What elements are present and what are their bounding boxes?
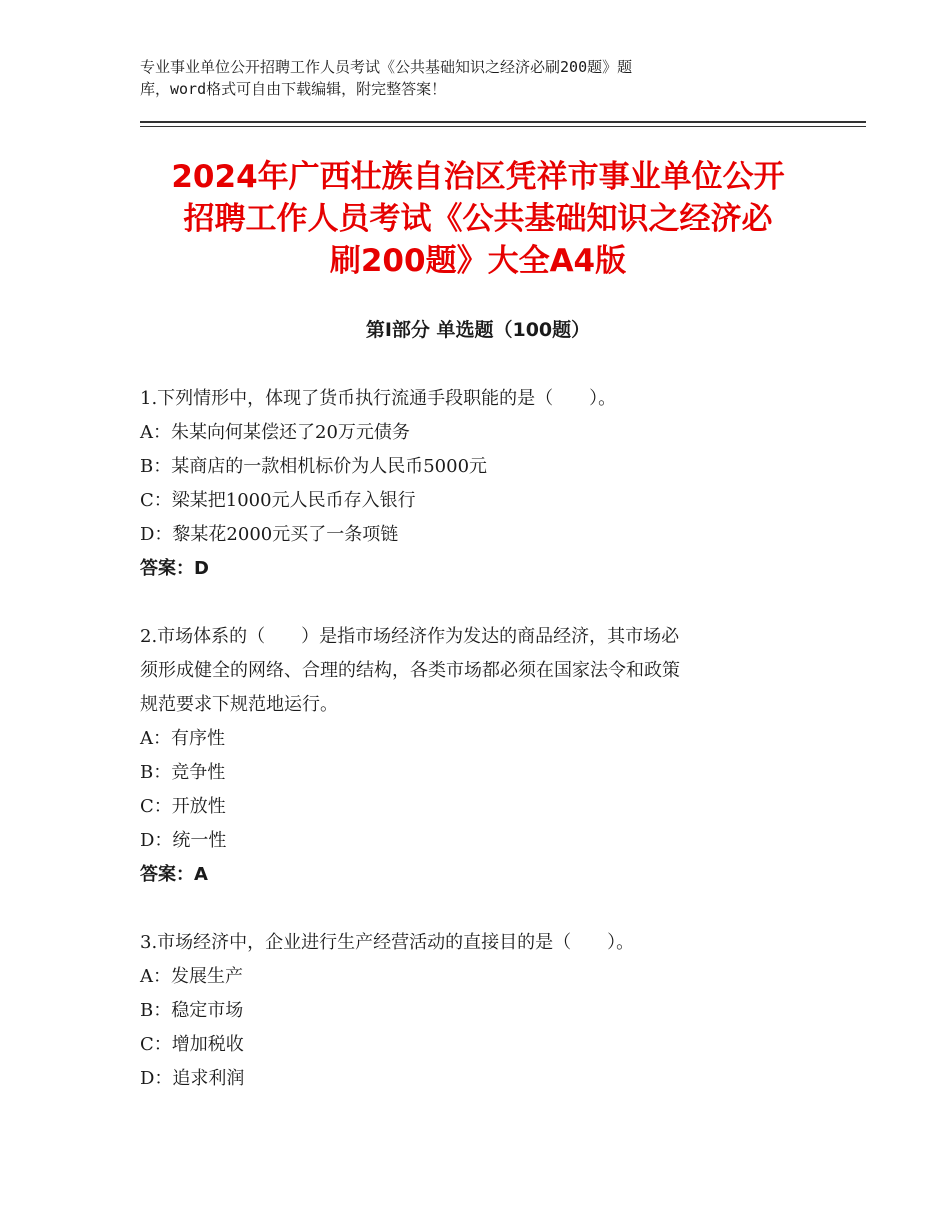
question-2-stem-line-2: 须形成健全的网络、合理的结构，各类市场都必须在国家法令和政策 (140, 660, 680, 681)
header-rule-thin (140, 126, 866, 127)
question-2-option-d: D：统一性 (140, 830, 227, 851)
spacer (140, 892, 800, 926)
spacer (140, 586, 800, 620)
question-1-option-b: B：某商店的一款相机标价为人民币5000元 (140, 456, 488, 477)
question-1 (140, 382, 800, 586)
question-3-option-b: B：稳定市场 (140, 1000, 244, 1021)
title-line-2: 招聘工作人员考试《公共基础知识之经济必 (183, 201, 773, 237)
question-2-option-a: A：有序性 (140, 728, 225, 749)
header-line-2: 库，word格式可自由下载编辑，附完整答案！ (140, 80, 447, 98)
question-2-option-c: C：开放性 (140, 796, 226, 817)
question-2-option-b: B：竞争性 (140, 762, 226, 783)
question-1-stem: 1.下列情形中，体现了货币执行流通手段职能的是（ ）。 (140, 388, 617, 409)
page-header (140, 56, 780, 100)
question-list (140, 382, 800, 1096)
section-title: 第Ⅰ部分 单选题（100题） (365, 319, 591, 341)
question-3-stem: 3.市场经济中，企业进行生产经营活动的直接目的是（ ）。 (140, 932, 635, 953)
question-3-option-d: D：追求利润 (140, 1068, 245, 1089)
title-line-1: 2024年广西壮族自治区凭祥市事业单位公开 (171, 159, 785, 195)
question-3-option-a: A：发展生产 (140, 966, 243, 987)
question-1-option-c: C：梁某把1000元人民币存入银行 (140, 490, 416, 511)
question-2-stem-line-1: 2.市场体系的（ ）是指市场经济作为发达的商品经济，其市场必 (140, 626, 680, 647)
question-1-option-a: A：朱某向何某偿还了20万元债务 (140, 422, 410, 443)
question-3-option-c: C：增加税收 (140, 1034, 244, 1055)
title-line-3: 刷200题》大全A4版 (329, 243, 627, 279)
header-rule-thick (140, 121, 866, 123)
document-title (140, 156, 816, 282)
question-2 (140, 620, 800, 892)
question-2-stem-line-3: 规范要求下规范地运行。 (140, 694, 338, 715)
question-1-answer: 答案：D (140, 558, 209, 579)
header-line-1: 专业事业单位公开招聘工作人员考试《公共基础知识之经济必刷200题》题 (140, 58, 633, 76)
question-1-option-d: D：黎某花2000元买了一条项链 (140, 524, 399, 545)
question-2-answer: 答案：A (140, 864, 208, 885)
question-3 (140, 926, 800, 1096)
